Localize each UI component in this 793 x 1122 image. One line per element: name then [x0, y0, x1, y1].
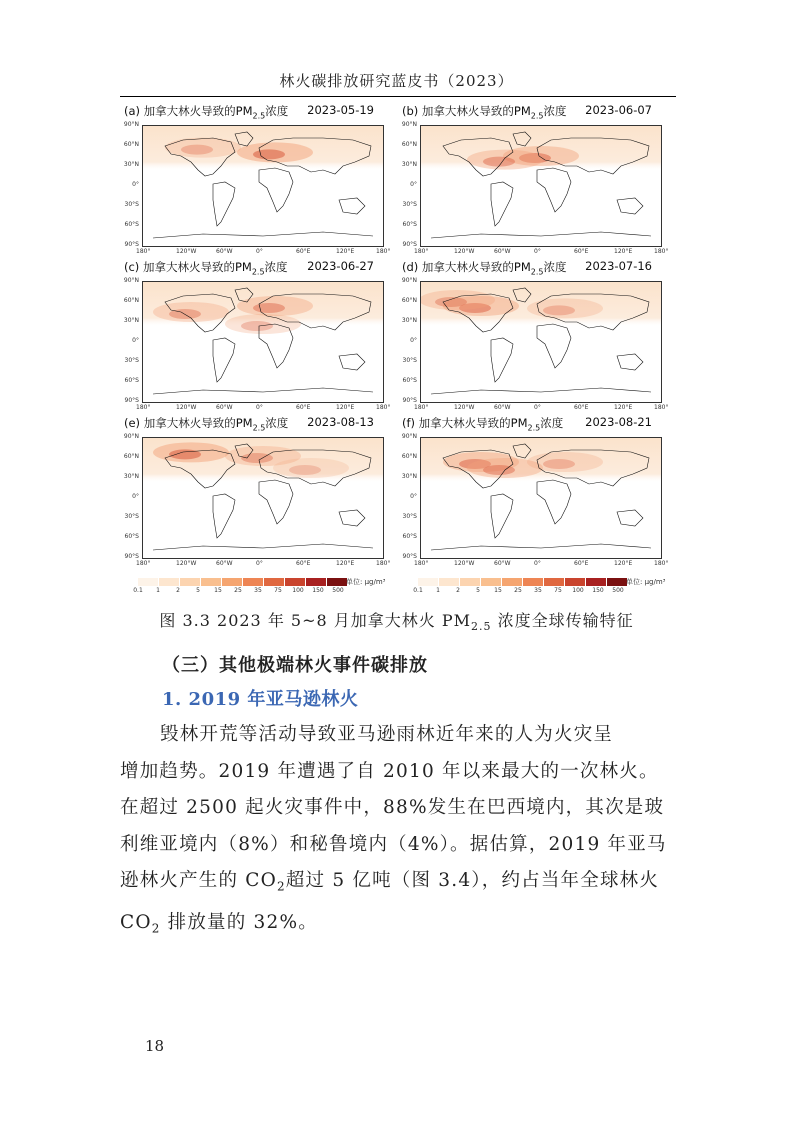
- colorbar-tick: 2: [456, 587, 460, 594]
- colorbar-tick: 35: [534, 587, 542, 594]
- lat-tick: 60°S: [402, 221, 417, 228]
- colorbar-tick: 5: [476, 587, 480, 594]
- lon-tick: 180°: [136, 404, 151, 411]
- panel-suffix: 浓度: [543, 104, 567, 118]
- panel-sub: 2.5: [252, 423, 266, 433]
- colorbar-unit: 单位: μg/m³: [346, 578, 386, 586]
- lon-tick: 180°: [136, 560, 151, 567]
- lon-tick: 120°E: [614, 560, 633, 567]
- lon-tick: 180°: [376, 404, 391, 411]
- panel-sub: 2.5: [251, 267, 265, 277]
- panel-label: (c) 加拿大林火导致的PM: [124, 260, 252, 274]
- lon-tick: 120°W: [176, 560, 197, 567]
- panel-title: [402, 103, 567, 120]
- lon-tick: 120°E: [614, 404, 633, 411]
- lat-tick: 30°N: [123, 317, 139, 324]
- colorbar-tick: 150: [592, 587, 604, 594]
- panel-date: 2023-08-13: [307, 415, 374, 429]
- lat-tick: 90°S: [402, 241, 417, 248]
- lon-tick: 60°E: [296, 560, 311, 567]
- page-number: 18: [145, 1037, 165, 1055]
- lat-tick: 30°S: [402, 513, 417, 520]
- colorbar-boxes: [418, 578, 628, 586]
- subsection-heading: 1. 2019 年亚马逊林火: [162, 689, 359, 710]
- lon-tick: 180°: [654, 560, 669, 567]
- lat-axis: [398, 433, 420, 561]
- line5-b: 超过 5 亿吨（图 3.4），约占当年全球林火: [285, 870, 660, 891]
- lon-tick: 180°: [376, 248, 391, 255]
- lon-tick: 120°E: [336, 404, 355, 411]
- lon-tick: 120°W: [454, 560, 475, 567]
- lon-tick: 0°: [534, 248, 541, 255]
- lon-tick: 60°E: [574, 560, 589, 567]
- panel-title: [124, 259, 288, 276]
- colorbar-tick: 1: [156, 587, 160, 594]
- lon-axis: [136, 560, 391, 570]
- panel-label: (f) 加拿大林火导致的PM: [402, 416, 528, 430]
- colorbar-swatch: [264, 578, 285, 586]
- panel-sub: 2.5: [530, 111, 544, 121]
- panel-suffix: 浓度: [543, 260, 567, 274]
- colorbar-swatch: [439, 578, 460, 586]
- panel-sub: 2.5: [530, 267, 544, 277]
- lat-tick: 90°S: [124, 397, 139, 404]
- colorbar-swatch: [418, 578, 439, 586]
- colorbar-swatch: [544, 578, 565, 586]
- lat-tick: 90°S: [402, 553, 417, 560]
- lat-tick: 60°N: [123, 297, 139, 304]
- lon-tick: 180°: [414, 404, 429, 411]
- lat-tick: 90°N: [123, 277, 139, 284]
- colorbar-swatch: [481, 578, 502, 586]
- paragraph-line: [120, 863, 676, 905]
- lat-tick: 60°N: [401, 141, 417, 148]
- caption-prefix: 图 3.3 2023 年 5~8 月加拿大林火 PM: [159, 611, 471, 630]
- map-panel: [120, 259, 391, 413]
- line6-a: CO: [120, 912, 152, 934]
- lat-tick: 30°N: [401, 161, 417, 168]
- lat-tick: 30°N: [123, 161, 139, 168]
- map-plot: [420, 281, 662, 403]
- lon-tick: 0°: [534, 404, 541, 411]
- lat-tick: 0°: [132, 181, 139, 188]
- colorbar-swatch: [523, 578, 544, 586]
- colorbar-swatch: [586, 578, 607, 586]
- panel-label: (d) 加拿大林火导致的PM: [402, 260, 531, 274]
- lon-tick: 180°: [376, 560, 391, 567]
- lat-tick: 30°N: [401, 317, 417, 324]
- colorbar-tick: 100: [572, 587, 584, 594]
- lat-axis: [398, 121, 420, 249]
- panel-suffix: 浓度: [265, 104, 289, 118]
- lon-axis: [414, 248, 669, 258]
- line6-sub: 2: [151, 921, 161, 936]
- lat-tick: 0°: [410, 181, 417, 188]
- lat-tick: 0°: [410, 493, 417, 500]
- colorbar-tick: 150: [312, 587, 324, 594]
- paragraph-line: [120, 905, 676, 947]
- colorbar-tick: 25: [234, 587, 242, 594]
- colorbar-swatch: [306, 578, 327, 586]
- colorbar-tick: 15: [494, 587, 502, 594]
- lon-tick: 120°W: [176, 248, 197, 255]
- section-heading: （三）其他极端林火事件碳排放: [162, 655, 428, 676]
- lon-tick: 180°: [414, 560, 429, 567]
- paragraph-line: 毁林开荒等活动导致亚马逊雨林近年来的人为火灾呈: [160, 724, 614, 745]
- lon-tick: 60°E: [296, 404, 311, 411]
- colorbar-swatch: [159, 578, 180, 586]
- figure-caption: [0, 608, 793, 633]
- lon-axis: [136, 404, 391, 414]
- lat-tick: 60°N: [401, 453, 417, 460]
- lon-tick: 0°: [256, 248, 263, 255]
- map-plot: [142, 125, 384, 247]
- colorbar-tick: 35: [254, 587, 262, 594]
- paragraph-line: 在超过 2500 起火灾事件中，88%发生在巴西境内，其次是玻: [120, 797, 665, 818]
- lat-axis: [120, 121, 142, 249]
- panel-sub: 2.5: [252, 111, 266, 121]
- lat-tick: 90°S: [124, 241, 139, 248]
- map-panel: [398, 415, 669, 569]
- panel-label: (b) 加拿大林火导致的PM: [402, 104, 531, 118]
- lat-tick: 90°N: [401, 277, 417, 284]
- lat-tick: 30°S: [402, 201, 417, 208]
- map-plot: [142, 437, 384, 559]
- colorbar-tick: 25: [514, 587, 522, 594]
- lon-tick: 120°W: [454, 248, 475, 255]
- colorbar-tick: 500: [612, 587, 624, 594]
- lat-tick: 30°N: [123, 473, 139, 480]
- lon-axis: [414, 404, 669, 414]
- lat-tick: 90°S: [124, 553, 139, 560]
- colorbar-tick: 75: [274, 587, 282, 594]
- lon-tick: 0°: [534, 560, 541, 567]
- lat-tick: 90°N: [123, 121, 139, 128]
- line5-a: 逊林火产生的 CO: [120, 870, 278, 891]
- lat-tick: 0°: [410, 337, 417, 344]
- lat-tick: 90°S: [402, 397, 417, 404]
- map-plot: [142, 281, 384, 403]
- panel-date: 2023-05-19: [307, 103, 374, 117]
- line5-sub: 2: [277, 879, 286, 894]
- lon-tick: 0°: [256, 404, 263, 411]
- caption-sub: 2.5: [471, 620, 492, 634]
- panel-date: 2023-07-16: [585, 259, 652, 273]
- panel-title: [124, 103, 288, 120]
- lon-tick: 0°: [256, 560, 263, 567]
- colorbar-tick: 75: [554, 587, 562, 594]
- lon-tick: 120°W: [176, 404, 197, 411]
- colorbar-swatch: [327, 578, 348, 586]
- colorbar-swatch: [201, 578, 222, 586]
- header-rule: [120, 96, 676, 97]
- lon-tick: 180°: [654, 248, 669, 255]
- panel-title: [402, 259, 567, 276]
- colorbar-tick: 2: [176, 587, 180, 594]
- lon-tick: 60°E: [296, 248, 311, 255]
- lon-tick: 60°W: [494, 404, 511, 411]
- colorbar-tick: 1: [436, 587, 440, 594]
- lon-tick: 180°: [414, 248, 429, 255]
- lon-tick: 60°E: [574, 248, 589, 255]
- colorbar-ticks: [133, 586, 348, 596]
- lat-axis: [398, 277, 420, 405]
- lat-tick: 90°N: [401, 121, 417, 128]
- lat-tick: 90°N: [401, 433, 417, 440]
- colorbar-tick: 15: [214, 587, 222, 594]
- lat-tick: 0°: [132, 337, 139, 344]
- lon-tick: 120°E: [336, 248, 355, 255]
- colorbar-tick: 500: [332, 587, 344, 594]
- lon-tick: 180°: [654, 404, 669, 411]
- colorbar-swatch: [180, 578, 201, 586]
- map-panel: [398, 259, 669, 413]
- panel-title: [124, 415, 288, 432]
- line6-b: 排放量的 32%。: [160, 912, 318, 934]
- lat-tick: 30°S: [124, 357, 139, 364]
- lon-tick: 60°W: [494, 560, 511, 567]
- colorbar-tick: 0.1: [133, 587, 143, 594]
- lat-tick: 60°N: [401, 297, 417, 304]
- colorbar-right: [413, 578, 666, 594]
- panel-title: [402, 415, 563, 432]
- colorbar-swatch: [222, 578, 243, 586]
- lat-tick: 60°N: [123, 453, 139, 460]
- lat-tick: 60°S: [402, 377, 417, 384]
- lon-tick: 180°: [136, 248, 151, 255]
- colorbar-swatch: [565, 578, 586, 586]
- lat-axis: [120, 277, 142, 405]
- lat-tick: 30°S: [402, 357, 417, 364]
- panel-date: 2023-06-07: [585, 103, 652, 117]
- panel-sub: 2.5: [527, 423, 541, 433]
- lon-tick: 120°E: [336, 560, 355, 567]
- panel-date: 2023-08-21: [585, 415, 652, 429]
- map-panel: [120, 415, 391, 569]
- lon-tick: 120°W: [454, 404, 475, 411]
- panel-suffix: 浓度: [540, 416, 564, 430]
- lat-tick: 30°S: [124, 201, 139, 208]
- map-panel: [398, 103, 669, 257]
- lon-tick: 60°W: [494, 248, 511, 255]
- body-paragraph: [120, 717, 676, 947]
- lon-tick: 120°E: [614, 248, 633, 255]
- colorbar-tick: 100: [292, 587, 304, 594]
- colorbar-tick: 5: [196, 587, 200, 594]
- map-panel: [120, 103, 391, 257]
- panel-suffix: 浓度: [264, 260, 288, 274]
- lon-tick: 60°E: [574, 404, 589, 411]
- panel-date: 2023-06-27: [307, 259, 374, 273]
- lat-axis: [120, 433, 142, 561]
- lat-tick: 60°N: [123, 141, 139, 148]
- lon-tick: 60°W: [216, 248, 233, 255]
- lon-tick: 60°W: [216, 404, 233, 411]
- panel-suffix: 浓度: [265, 416, 289, 430]
- colorbar-left: [133, 578, 386, 594]
- lon-axis: [414, 560, 669, 570]
- lat-tick: 30°S: [124, 513, 139, 520]
- colorbar-swatch: [502, 578, 523, 586]
- colorbar-unit: 单位: μg/m³: [626, 578, 666, 586]
- colorbar-swatch: [607, 578, 628, 586]
- map-plot: [420, 125, 662, 247]
- paragraph-line: 利维亚境内（8%）和秘鲁境内（4%）。据估算，2019 年亚马: [120, 833, 667, 855]
- lat-tick: 60°S: [402, 533, 417, 540]
- colorbar-ticks: [413, 586, 628, 596]
- colorbar-swatch: [138, 578, 159, 586]
- lat-tick: 90°N: [123, 433, 139, 440]
- panel-label: (e) 加拿大林火导致的PM: [124, 416, 253, 430]
- caption-suffix: 浓度全球传输特征: [491, 611, 634, 630]
- lat-tick: 0°: [132, 493, 139, 500]
- paragraph-line: 增加趋势。2019 年遭遇了自 2010 年以来最大的一次林火。: [120, 760, 659, 782]
- lat-tick: 60°S: [124, 221, 139, 228]
- lat-tick: 60°S: [124, 533, 139, 540]
- running-head: 林火碳排放研究蓝皮书（2023）: [279, 72, 514, 90]
- colorbar-swatch: [285, 578, 306, 586]
- lat-tick: 30°N: [401, 473, 417, 480]
- lon-tick: 60°W: [216, 560, 233, 567]
- panel-label: (a) 加拿大林火导致的PM: [124, 104, 253, 118]
- colorbar-swatch: [460, 578, 481, 586]
- map-plot: [420, 437, 662, 559]
- colorbar-tick: 0.1: [413, 587, 423, 594]
- lon-axis: [136, 248, 391, 258]
- colorbar-swatch: [243, 578, 264, 586]
- lat-tick: 60°S: [124, 377, 139, 384]
- colorbar-boxes: [138, 578, 348, 586]
